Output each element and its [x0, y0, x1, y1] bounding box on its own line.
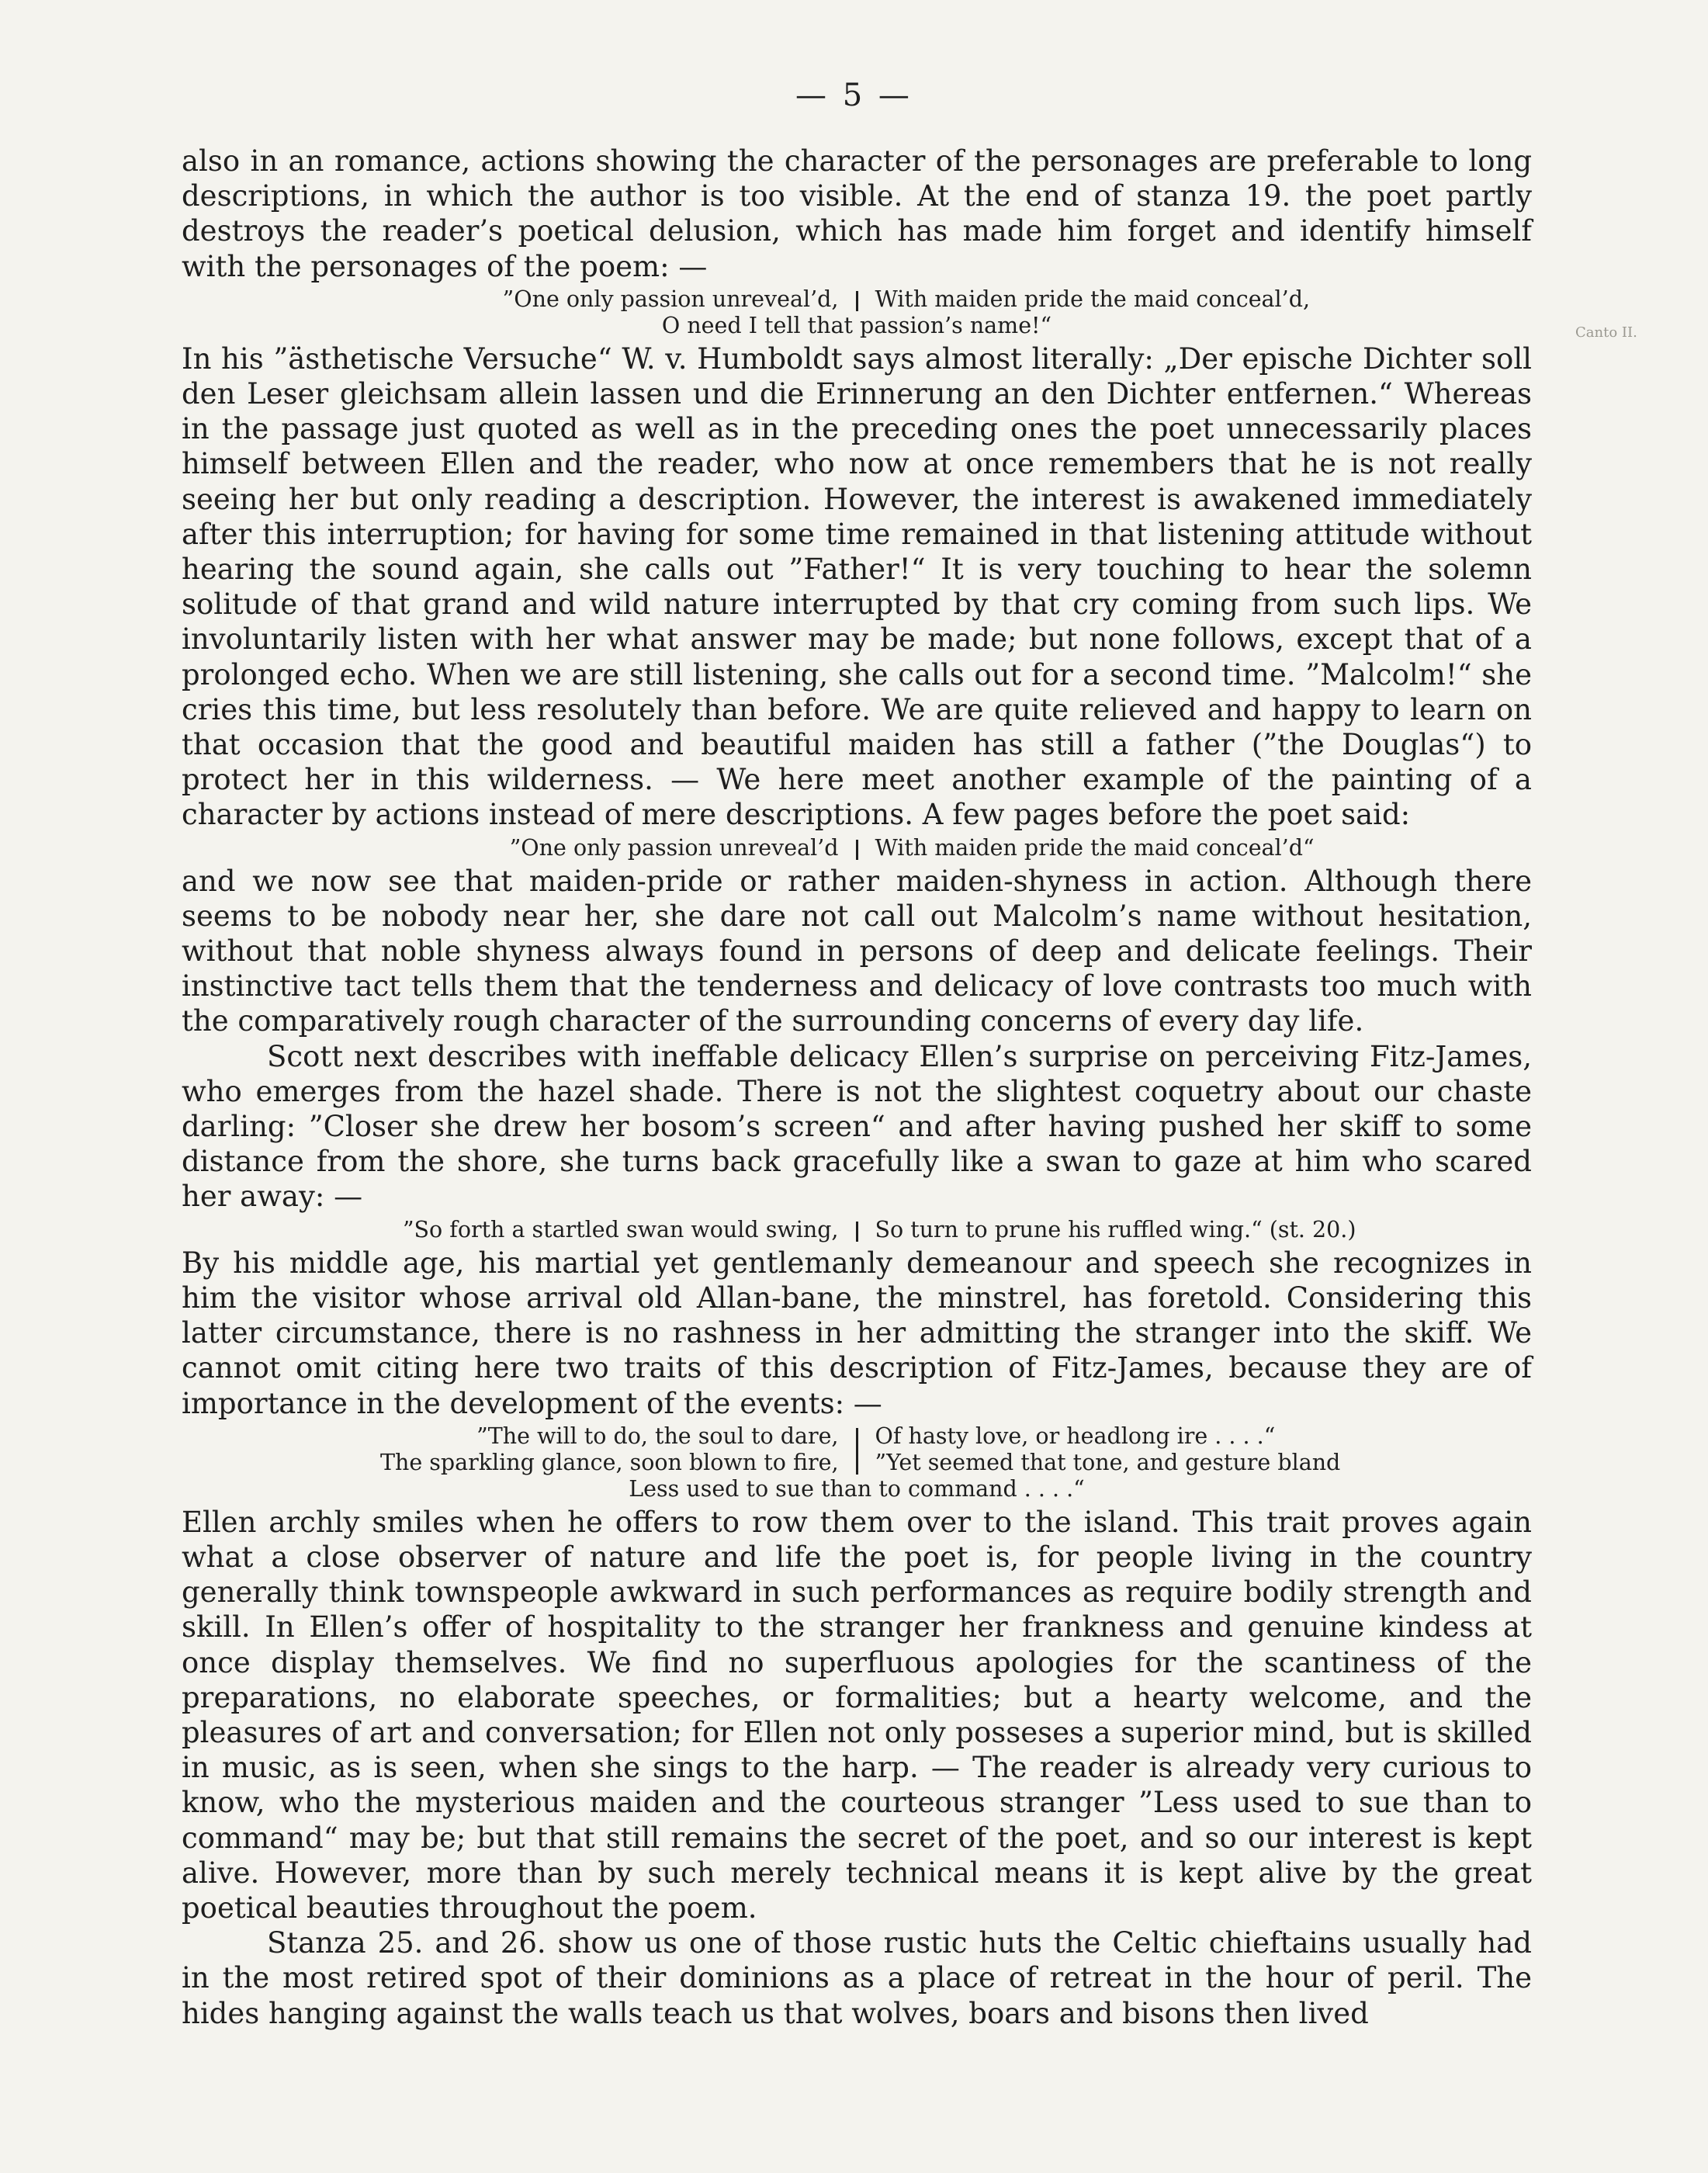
verse-quote — [182, 286, 1532, 339]
verse-line: ”One only passion unreveal’d, — [502, 286, 839, 312]
verse-divider — [856, 291, 858, 311]
paragraph: Ellen archly smiles when he offers to row them over to the island. This trait proves again what a close observer of nature and life the poet is, for people living in the country generally think townspeople awkward in such performances as require bodily strength and skill. In Ellen’s offer of hospitality to the stranger her frankness and genuine kindess at once display themselves. We find no superfluous apologies for the scantiness of the preparations, no elaborate speeches, or formalities; but a hearty welcome, and the pleasures of art and conversation; for Ellen not only posseses a superior mind, but is skilled in music, as is seen, when she sings to the harp. — The reader is already very curious to know, who the mysterious maiden and the courteous stranger ”Less used to sue than to command“ may be; but that still remains the secret of the poet, and so our interest is kept alive. However, more than by such merely technical means it is kept alive by the great poetical beauties throughout the poem. — [182, 1505, 1532, 1925]
verse-quote — [182, 1423, 1532, 1502]
paragraph: In his ”ästhetische Versuche“ W. v. Humboldt says almost literally: „Der epische Dichter soll den Leser gleichsam allein lassen und die Erinnerung an den Dichter entfernen.“ Whereas in the passage just quoted as well as in the preceding ones the poet unnecessarily places himself between Ellen and the reader, who now at once remembers that he is not really seeing her but only reading a description. However, the interest is awakened immediately after this interruption; for having for some time remained in that listening attitude without hearing the sound again, she calls out ”Father!“ It is very touching to hear the solemn solitude of that grand and wild nature interrupted by that cry coming from such lips. We involuntarily listen with her what answer may be made; but none follows, except that of a prolonged echo. When we are still listening, she calls out for a second time. ”Malcolm!“ she cries this time, but less resolutely than before. We are quite relieved and happy to learn on that occasion that the good and beautiful maiden has still a father (”the Douglas“) to protect her in this wilderness. — We here meet another example of the painting of a character by actions instead of mere descriptions. A few pages before the poet said: — [182, 341, 1532, 832]
paragraph: Scott next describes with ineffable delicacy Ellen’s surprise on perceiving Fitz-James, who emerges from the hazel shade. There is not the slightest coquetry about our chaste darling: ”Closer she drew her bosom’s screen“ and after having pushed her skiff to some distance from the shore, she turns back gracefully like a swan to gaze at him who scared her away: — — [182, 1039, 1532, 1214]
verse-line: Less used to sue than to command . . . .“ — [629, 1475, 1085, 1502]
page-number: — 5 — — [795, 78, 913, 113]
verse-line: So turn to prune his ruffled wing.“ (st. 20.) — [875, 1216, 1356, 1242]
verse-line: With maiden pride the maid conceal’d, — [875, 286, 1311, 312]
verse-line: The sparkling glance, soon blown to fire, — [380, 1449, 839, 1475]
text-column — [182, 144, 1532, 2031]
paragraph: Stanza 25. and 26. show us one of those rustic huts the Celtic chieftains usually had in the most retired spot of their dominions as a place of retreat in the hour of peril. The hides hanging against the walls teach us that wolves, boars and bisons then lived — [182, 1926, 1532, 2030]
verse-line: O need I tell that passion’s name!“ — [661, 312, 1052, 338]
verse-divider — [856, 1222, 858, 1242]
verse-line: ”So forth a startled swan would swing, — [402, 1216, 839, 1242]
verse-line: ”One only passion unreveal’d — [509, 834, 839, 861]
paragraph: and we now see that maiden-pride or rather maiden-shyness in action. Although there seems to be nobody near her, she dare not call out Malcolm’s name without hesitation, without that noble shyness always found in persons of deep and delicate feelings. Their instinctive tact tells them that the tenderness and delicacy of love contrasts too much with the comparatively rough character of the surrounding concerns of every day life. — [182, 864, 1532, 1038]
paragraph: also in an romance, actions showing the character of the personages are preferable to long descriptions, in which the author is too visible. At the end of stanza 19. the poet partly destroys the reader’s poetical delusion, which has made him forget and identify himself with the personages of the poem: — — [182, 144, 1532, 283]
verse-line: With maiden pride the maid conceal’d“ — [875, 834, 1315, 861]
verse-line: ”Yet seemed that tone, and gesture bland — [875, 1449, 1341, 1475]
paragraph: By his middle age, his martial yet gentlemanly demeanour and speech she recognizes in him the visitor whose arrival old Allan-bane, the minstrel, has foretold. Considering this latter circumstance, there is no rashness in her admitting the stranger into the skiff. We cannot omit citing here two traits of this description of Fitz-James, because they are of importance in the development of the events: — — [182, 1246, 1532, 1420]
verse-quote — [182, 835, 1532, 861]
verse-quote — [182, 1217, 1532, 1243]
margin-note: Canto II. — [1575, 324, 1637, 341]
verse-divider — [856, 1428, 858, 1475]
verse-divider — [856, 840, 858, 860]
verse-line: ”The will to do, the soul to dare, — [476, 1423, 839, 1449]
verse-line: Of hasty love, or headlong ire . . . .“ — [875, 1423, 1276, 1449]
